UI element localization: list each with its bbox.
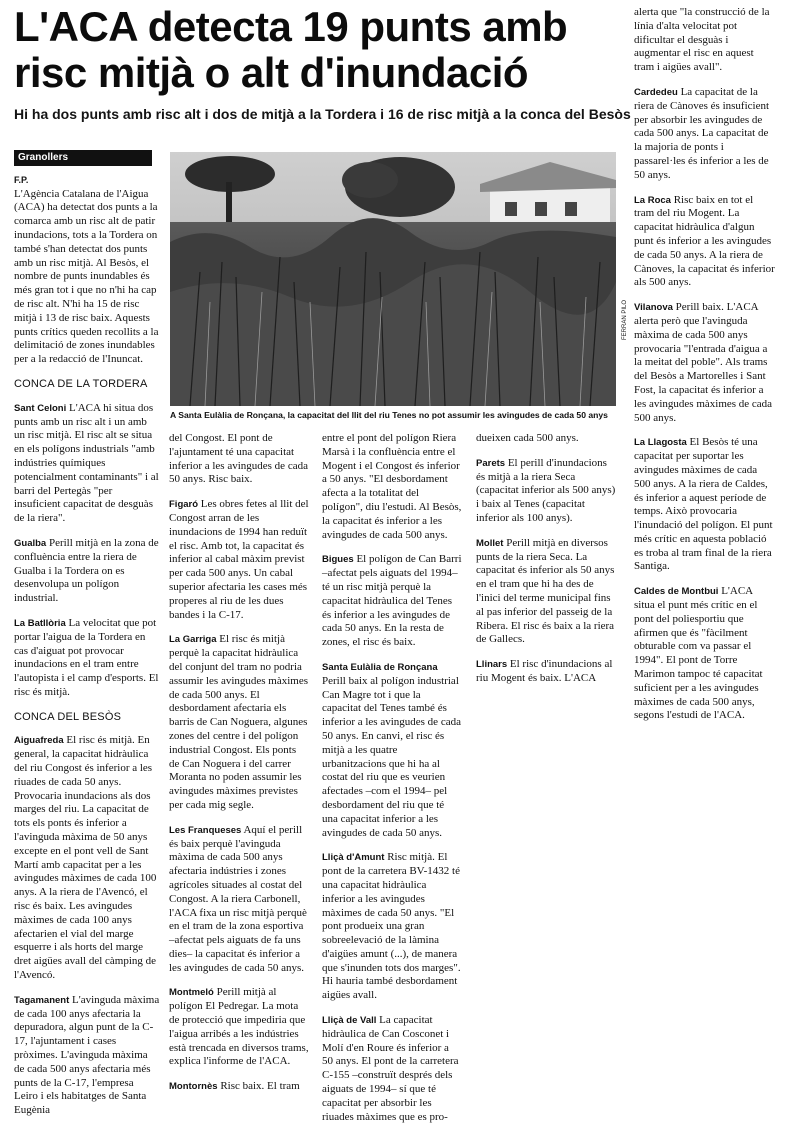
photo-credit: FERRAN PILO xyxy=(622,299,628,340)
section-heading-besos: CONCA DEL BESÒS xyxy=(14,710,122,723)
paragraph-text: Perill mitjà al polígon El Pedregar. La mota de protecció que impediria que l'aigua arribés a les indústries està trencada en diversos trams, explica l'informe de l'ACA. xyxy=(169,986,309,1068)
paragraph-aiguafreda xyxy=(14,734,160,982)
paragraph-franqueses xyxy=(169,824,309,976)
paragraph-mollet xyxy=(476,537,616,647)
town-name: Les Franqueses xyxy=(169,824,242,836)
paragraph-text: Aquí el perill és baix perquè l'avinguda màxima de cada 500 anys afectaria indústries i zones agrícoles situades al costat del Congost. A la riera Carbonell, l'ACA fixa un risc mitjà perquè en el tram de la zona esportiva –afectat pels aiguats de fa uns dies– la capacitat és inferior a les avingudes de cada 50 anys. xyxy=(169,823,307,974)
paragraph-sant-celoni xyxy=(14,402,160,526)
photo-caption: A Santa Eulàlia de Ronçana, la capacitat del llit del riu Tenes no pot assumir les avingudes de cada 50 anys xyxy=(170,410,608,420)
town-name: Gualba xyxy=(14,537,47,549)
paragraph-text: Risc baix. El tram xyxy=(217,1080,300,1093)
paragraph-santa-eulalia xyxy=(322,661,462,840)
paragraph-text: L'ACA hi situa dos punts amb un risc alt i un amb un risc mitjà. El risc alt se situa en els polígons industrials "amb indústries químiques potencialment contaminants" i al barri del Pertegàs "per insuficient capacitat de desguàs de la riera". xyxy=(14,401,159,525)
byline: F.P. xyxy=(14,174,29,185)
paragraph-continuation: del Congost. El pont de l'ajuntament té una capacitat inferior a les avingudes de cada 50 anys. Risc baix. xyxy=(169,432,308,486)
town-name: Vilanova xyxy=(634,302,673,314)
column-2 xyxy=(169,432,309,1105)
paragraph-text: Risc baix en tot el tram del riu Mogent. La capacitat hidràulica d'algun punt és inferior a les avingudes de cada 50 anys. A la riera de Cànoves, la capacitat és inferior als 500 anys. xyxy=(634,193,775,289)
paragraph-text: El risc és mitjà perquè la capacitat hidràulica del conjunt del tram no podria assumir les avingudes màximes de cada 500 anys. El desbordament afectaria els barris de Can Noguera, algunes zones del centre i del polígon industrial Congost. Els ponts de Can Noguera i del carrer Moranta no poden assumir les avingudes màximes previstes per cada mig segle. xyxy=(169,633,309,811)
paragraph-text: El Besòs té una capacitat per suportar les avingudes màximes de cada 500 anys. A la riera de Caldes, és inferior a aquest període de temps. Això provocaria l'inundació del polígon. El punt més crític en aquesta població es troba al tram final de la riera Santiga. xyxy=(634,436,773,573)
town-name: Aiguafreda xyxy=(14,735,64,747)
town-name: Llinars xyxy=(476,659,508,671)
paragraph-tagamanent xyxy=(14,994,160,1118)
paragraph-continuation: dueixen cada 500 anys. xyxy=(476,432,579,444)
paragraph-llinars xyxy=(476,658,616,686)
paragraph-continuation: alerta que "la construcció de la línia d'alta velocitat pot dificultar el desguàs i augmentar el risc en aquest tram i aigües avall". xyxy=(634,6,770,74)
paragraph-vilanova xyxy=(634,301,776,425)
paragraph-llica-vall xyxy=(322,1014,462,1124)
paragraph-text: La capacitat de la riera de Cànoves és insuficient per absorbir les avingudes de cada 500 anys. La capacitat de la majoria de ponts i passarel·les és inferior a les de 50 anys. xyxy=(634,85,770,181)
town-name: Parets xyxy=(476,457,506,469)
article-photo xyxy=(170,152,616,406)
subheadline: Hi ha dos punts amb risc alt i dos de mitjà a la Tordera i 16 de risc mitjà a la conca del Besòs xyxy=(14,106,631,122)
town-name: Santa Eulàlia de Ronçana xyxy=(322,661,438,673)
town-name: Cardedeu xyxy=(634,86,678,98)
paragraph-text: La capacitat hidràulica de Can Cosconet i Molí d'en Roure és inferior a 50 anys. El pont de la carretera C-155 –construït després dels aiguats de 1994– sí que té capacitat per absorbir les riuades màximes que es pro- xyxy=(322,1014,459,1123)
town-name: Lliçà de Vall xyxy=(322,1015,377,1027)
paragraph-text: El perill d'inundacions és mitjà a la riera Seca (capacitat inferior als 500 anys) i baix al Tenes (capacitat inferior als 100 anys). xyxy=(476,456,616,524)
paragraph-text: La velocitat que pot portar l'aigua de la Tordera en cas d'aiguat pot provocar inundacions en el tram entre l'autopista i el camp d'esports. El risc és mitjà. xyxy=(14,616,159,698)
paragraph-llagosta xyxy=(634,436,776,574)
town-name: Tagamanent xyxy=(14,994,70,1006)
paragraph-montornes xyxy=(169,1080,309,1094)
paragraph-text: Perill mitjà en la zona de confluència entre la riera de Gualba i la Tordera on es desenvolupa un polígon industrial. xyxy=(14,536,159,605)
town-name: Montornès xyxy=(169,1081,218,1093)
paragraph-text: El risc d'inundacions al riu Mogent és baix. L'ACA xyxy=(476,658,613,684)
paragraph-text: El risc és mitjà. En general, la capacitat hidràulica del riu Congost és inferior a les riuades de cada 50 anys. Provocaria inundacions als dos marges del riu. La capacitat de tots els ponts és inferior a l'avinguda màxima de 50 anys excepte en el pont vell de Sant Martí amb capacitat per a les avingudes màximes de cada 100 anys. A la riera de l'Avencó, el risc és baix. Les avingudes màximes de cada 100 anys afectarien el vial del marge esquerre i als horts del marge dret aigües avall del càmping de l'Avencó. xyxy=(14,734,157,982)
town-name: Mollet xyxy=(476,537,504,549)
intro-paragraph: L'Agència Catalana de l'Aigua (ACA) ha detectat dos punts a la comarca amb un risc alt de patir inundacions, tots a la Tordera on també s'han detectat dos punts amb un risc mitjà. Al Besòs, el nombre de punts inundables és més gran tot i que no n'hi ha cap de risc alt. N'hi ha 15 de risc mitjà i 13 de risc baix. Aquests punts crítics queden recollits a la delimitació de zones inundables per a la redacció de l'Inuncat. xyxy=(14,187,159,366)
paragraph-caldes xyxy=(634,585,776,723)
column-4 xyxy=(476,432,616,697)
paragraph-roca xyxy=(634,194,776,291)
town-name: Caldes de Montbui xyxy=(634,586,719,598)
paragraph-continuation: entre el pont del polígon Riera Marsà i la confluència entre el Mogent i el Congost és inferior a 50 anys. "El desbordament afecta a la totalitat del polígon", diu l'estudi. Al Besòs, la capacitat és inferior a les avingudes de cada 500 anys. xyxy=(322,432,462,541)
paragraph-text: Perill baix. L'ACA alerta però que l'avinguda màxima de cada 500 anys provocaria "l'entrada d'aigua a la meitat del poble". Als trams del Besòs a Martorelles i Sant Fost, la capacitat és inferior a les avingudes màximes de cada 500 anys. xyxy=(634,301,773,424)
paragraph-parets xyxy=(476,457,616,526)
paragraph-batlloria xyxy=(14,617,160,700)
column-1 xyxy=(14,150,160,1129)
paragraph-text: Perill baix al polígon industrial Can Magre tot i que la capacitat del Tenes també és inferior a les avingudes de cada 50 anys. En canvi, el risc és mitjà a les quatre urbanitzacions que hi ha al costat del riu que es veurien afectades –com el 1994– pel desbordament del riu que té una capacitat inferior a les avingudes de cada 50 anys. xyxy=(322,674,461,839)
town-name: Sant Celoni xyxy=(14,402,67,414)
paragraph-text: El polígon de Can Barri –afectat pels aiguats del 1994– té un risc mitjà perquè la capacitat hidràulica del Tenes és inferior a les avingudes de cada 50 anys. En la resta de zones, el risc és baix. xyxy=(322,553,462,649)
paragraph-figaro xyxy=(169,498,309,622)
town-name: Montmeló xyxy=(169,987,214,999)
paragraph-gualba xyxy=(14,537,160,606)
section-heading-tordera: CONCA DE LA TORDERA xyxy=(14,377,148,390)
paragraph-text: Les obres fetes al llit del Congost arran de les inundacions de 1994 han reduït el risc. Amb tot, la capacitat és inferior al cabal màxim previst per cada 500 anys. Un cabal superior afectaria les cases més properes al riu de les dues bandes i la C-17. xyxy=(169,498,309,621)
paragraph-cardedeu xyxy=(634,86,776,183)
paragraph-bigues xyxy=(322,553,462,650)
headline: L'ACA detecta 19 punts amb risc mitjà o alt d'inundació xyxy=(14,3,568,96)
vegetation-photo-image xyxy=(170,152,616,406)
paragraph-text: L'ACA situa el punt més crític en el pont del poliesportiu que afirmen que és "fàcilment obturable com va passar el 1994". El pont de Torre Marimon tampoc té capacitat suficient per a les avingudes màximes de cada 500 anys, segons l'estudi de l'ACA. xyxy=(634,585,763,722)
town-name: La Batllòria xyxy=(14,617,66,629)
column-5 xyxy=(634,6,776,734)
town-name: La Garriga xyxy=(169,634,217,646)
paragraph-garriga xyxy=(169,633,309,812)
paragraph-text: Perill mitjà en diversos punts de la riera Seca. La capacitat és inferior als 50 anys en el tram que hi ha des de l'inici del terme municipal fins al pas inferior del passeig de la Ribera. El risc és baix a la riera de Gallecs. xyxy=(476,536,615,646)
paragraph-llica-amunt xyxy=(322,851,462,1003)
town-name: Lliçà d'Amunt xyxy=(322,852,385,864)
town-name: La Llagosta xyxy=(634,437,687,449)
paragraph-text: Risc mitjà. El pont de la carretera BV-1432 té una capacitat hidràulica inferior a les avingudes màximes de cada 50 anys. "El pont produeix una gran sobreelevació de la làmina d'aigües amunt (...), de manera que s'inunden tots dos marges". Hi hauria també desbordament aigües avall. xyxy=(322,851,461,1002)
town-name: Bigues xyxy=(322,554,354,566)
section-tag: Granollers xyxy=(14,150,152,166)
paragraph-montmelo xyxy=(169,986,309,1069)
town-name: La Roca xyxy=(634,194,671,206)
town-name: Figaró xyxy=(169,499,199,511)
column-3 xyxy=(322,432,462,1135)
paragraph-text: L'avinguda màxima de cada 100 anys afectaria la depuradora, algun punt de la C-17, l'ajuntament i cases pròximes. L'avinguda màxima de cada 500 anys afectaria més punts de la C-17, l'empresa Leiro i els habitatges de Santa Eugènia xyxy=(14,993,160,1117)
